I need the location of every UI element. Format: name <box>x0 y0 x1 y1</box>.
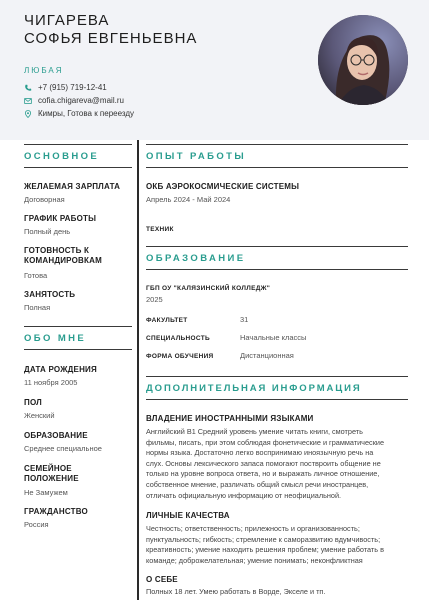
last-name: ЧИГАРЕВА <box>24 12 110 29</box>
location-text: Кимры, Готова к переезду <box>38 109 135 118</box>
citizenship-value: Россия <box>24 520 49 529</box>
sex-value: Женский <box>24 411 55 420</box>
section-title-about: ОБО МНЕ <box>24 333 87 344</box>
profile-photo <box>318 15 408 105</box>
qualities-text <box>146 524 408 566</box>
education-level-label: ОБРАЗОВАНИЕ <box>24 431 88 440</box>
school-name: ГБП ОУ "КАЛЯЗИНСКИЙ КОЛЛЕДЖ" <box>146 285 271 292</box>
schedule-value: Полный день <box>24 227 71 236</box>
education-level-value: Среднее специальное <box>24 444 102 453</box>
specialty-label: СПЕЦИАЛЬНОСТЬ <box>146 335 210 342</box>
mail-icon <box>24 97 32 105</box>
languages-line: слух. Основы лексического запаса помогают поствроить общение не <box>146 458 381 468</box>
marital-status-label: СЕМЕЙНОЕ ПОЛОЖЕНИЕ <box>24 464 79 483</box>
contact-email[interactable] <box>24 96 124 105</box>
qualities-line: Честность; ответственность; прилежность и организованность; <box>146 524 360 533</box>
phone-icon <box>24 84 32 92</box>
study-form-value: Дистанционная <box>240 351 294 360</box>
salary-value: Договорная <box>24 195 65 204</box>
birth-date-label: ДАТА РОЖДЕНИЯ <box>24 365 97 374</box>
first-middle-name: СОФЬЯ ЕВГЕНЬЕВНА <box>24 30 198 47</box>
languages-line: собственное мнение, различать общий смысл речи иностранцев, <box>146 479 369 489</box>
business-trips-label: ГОТОВНОСТЬ К КОМАНДИРОВКАМ <box>24 246 102 265</box>
graduation-year: 2025 <box>146 295 163 304</box>
employment-value: Полная <box>24 303 51 312</box>
languages-text <box>146 427 408 501</box>
column-divider <box>137 140 139 600</box>
marital-status-value: Не Замужем <box>24 488 68 497</box>
faculty-value: 31 <box>240 315 249 324</box>
contact-phone[interactable] <box>24 83 107 92</box>
desired-position: ЛЮБАЯ <box>24 66 64 75</box>
section-additional <box>146 376 408 400</box>
resume-header <box>0 0 429 140</box>
section-about <box>24 326 132 350</box>
languages-line: отличать официальную информацию от неофициальной. <box>146 490 342 500</box>
section-title-main: ОСНОВНОЕ <box>24 151 100 162</box>
study-form-label: ФОРМА ОБУЧЕНИЯ <box>146 353 214 360</box>
section-title-additional: ДОПОЛНИТЕЛЬНАЯ ИНФОРМАЦИЯ <box>146 383 362 394</box>
faculty-label: ФАКУЛЬТЕТ <box>146 317 188 324</box>
employment-label: ЗАНЯТОСТЬ <box>24 290 76 299</box>
salary-label: ЖЕЛАЕМАЯ ЗАРПЛАТА <box>24 182 121 191</box>
company-name: ОКБ АЭРОКОСМИЧЕСКИЕ СИСТЕМЫ <box>146 182 300 191</box>
contact-location <box>24 109 134 118</box>
languages-line: фильмы, писать, при этом соблюдая фонетические и грамматические <box>146 437 385 447</box>
location-pin-icon <box>24 110 32 118</box>
section-title-experience: ОПЫТ РАБОТЫ <box>146 151 247 162</box>
employment-period: Апрель 2024 - Май 2024 <box>146 195 231 204</box>
citizenship-label: ГРАЖДАНСТВО <box>24 507 88 516</box>
section-main <box>24 144 132 168</box>
portrait-image <box>318 15 408 105</box>
section-education <box>146 246 408 270</box>
about-self-text: Полных 18 лет. Умею работать в Ворде, Экселе и тп. <box>146 587 326 596</box>
languages-title: ВЛАДЕНИЕ ИНОСТРАННЫМИ ЯЗЫКАМИ <box>146 414 314 423</box>
qualities-title: ЛИЧНЫЕ КАЧЕСТВА <box>146 511 230 520</box>
languages-line: нормы языка. Достаточно легко воспринимаю иноязычную речь на <box>146 448 374 458</box>
schedule-label: ГРАФИК РАБОТЫ <box>24 214 97 223</box>
section-experience <box>146 144 408 168</box>
qualities-line: креативность; умение находить решения проблем; умение работать в <box>146 545 384 555</box>
languages-line: только на уровне вопроса ответа, но и выражать личное отношение, <box>146 469 380 479</box>
qualities-line: команде; доброжелательная; умение понимать; неконфликтная <box>146 555 363 565</box>
about-self-title: О СЕБЕ <box>146 575 178 584</box>
full-name <box>24 12 197 48</box>
business-trips-value: Готова <box>24 271 48 280</box>
qualities-line: пунктуальность; гибкость; стремление к саморазвитию вдумчивость; <box>146 534 381 544</box>
job-position: ТЕХНИК <box>146 226 174 233</box>
email-text: cofia.chigareva@mail.ru <box>38 96 124 105</box>
birth-date-value: 11 ноября 2005 <box>24 378 78 387</box>
languages-line: Английский B1 Средний уровень умение читать книги, смотреть <box>146 427 363 436</box>
section-title-education: ОБРАЗОВАНИЕ <box>146 253 246 264</box>
sex-label: ПОЛ <box>24 398 42 407</box>
specialty-value: Начальные классы <box>240 333 307 342</box>
phone-text: +7 (915) 719-12-41 <box>38 83 107 92</box>
